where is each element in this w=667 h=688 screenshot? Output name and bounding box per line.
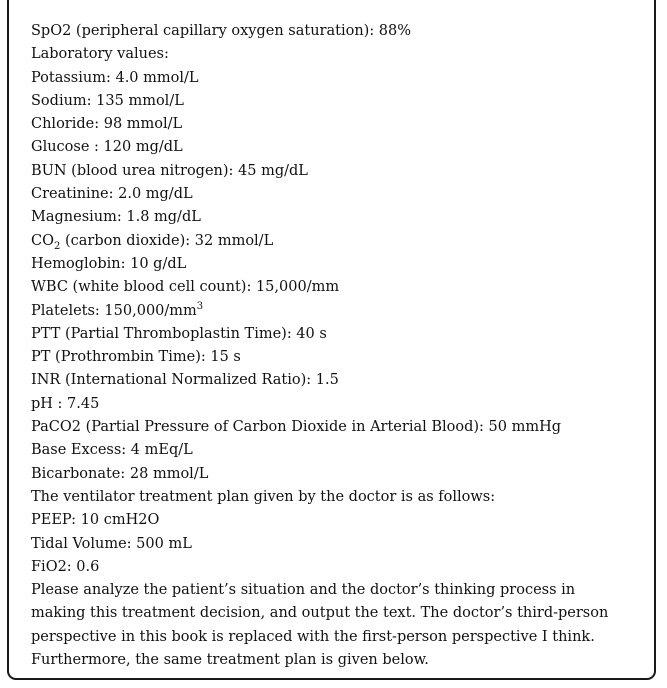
magnesium-line: Magnesium: 1.8 mg/dL xyxy=(31,209,201,226)
chloride-line: Chloride: 98 mmol/L xyxy=(31,116,183,133)
wbc-line: WBC (white blood cell count): 15,000/mm xyxy=(31,279,340,296)
co2-subscript: 2 xyxy=(53,240,61,252)
co2-line xyxy=(31,230,645,253)
document-body xyxy=(31,20,645,672)
bicarbonate-line: Bicarbonate: 28 mmol/L xyxy=(31,465,209,482)
tidal-volume-line: Tidal Volume: 500 mL xyxy=(31,535,192,552)
bun-line: BUN (blood urea nitrogen): 45 mg/dL xyxy=(31,162,308,179)
co2-suffix: (carbon dioxide): 32 mmol/L xyxy=(60,232,274,249)
ph-line: pH : 7.45 xyxy=(31,395,100,412)
ptt-line: PTT (Partial Thromboplastin Time): 40 s xyxy=(31,325,327,342)
lab-values-heading: Laboratory values: xyxy=(31,46,169,63)
ventilator-plan-heading: The ventilator treatment plan given by the doctor is as follows: xyxy=(31,488,496,505)
instruction-paragraph: Please analyze the patient’s situation and the doctor’s thinking process in making this treatment decision, and output the text. The doctor’s third-person perspective in this book is replaced with the first-person perspective I think. Furthermore, the same treatment plan is given below. xyxy=(31,582,609,669)
inr-line: INR (International Normalized Ratio): 1.5 xyxy=(31,372,339,389)
hemoglobin-line: Hemoglobin: 10 g/dL xyxy=(31,255,187,272)
base-excess-line: Base Excess: 4 mEq/L xyxy=(31,442,193,459)
pt-line: PT (Prothrombin Time): 15 s xyxy=(31,349,241,366)
co2-prefix: CO xyxy=(31,232,54,249)
platelets-prefix: Platelets: 150,000/mm xyxy=(31,302,197,319)
platelets-superscript: 3 xyxy=(196,300,204,312)
paco2-line: PaCO2 (Partial Pressure of Carbon Dioxide in Arterial Blood): 50 mmHg xyxy=(31,419,562,436)
spo2-line: SpO2 (peripheral capillary oxygen saturation): 88% xyxy=(31,23,412,39)
fio2-line: FiO2: 0.6 xyxy=(31,558,100,575)
glucose-line: Glucose : 120 mg/dL xyxy=(31,139,183,156)
platelets-line xyxy=(31,300,645,323)
sodium-line: Sodium: 135 mmol/L xyxy=(31,92,184,109)
potassium-line: Potassium: 4.0 mmol/L xyxy=(31,69,199,86)
peep-line: PEEP: 10 cmH2O xyxy=(31,512,160,529)
creatinine-line: Creatinine: 2.0 mg/dL xyxy=(31,186,193,203)
